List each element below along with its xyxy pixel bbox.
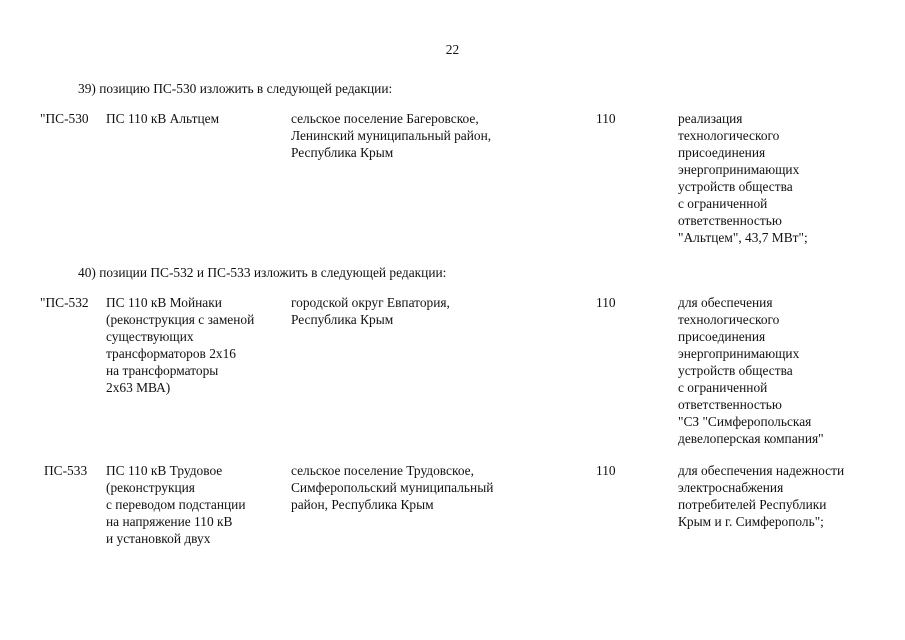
substation-name: ПС 110 кВ Трудовое (реконструкция с переводом подстанции на напряжение 110 кВ и установкой двух [106,463,246,546]
page-number: 22 [445,42,460,57]
substation-purpose: реализация технологического присоединения энергопринимающих устройств общества с ограниченной ответственностью "Альтцем", 43,7 МВт"; [678,111,808,245]
substation-voltage: 110 [596,463,616,478]
substation-location: сельское поселение Трудовское, Симферопольский муниципальный район, Республика Крым [291,463,494,512]
instruction-40: 40) позиции ПС-532 и ПС-533 изложить в следующей редакции: [78,265,447,280]
substation-code: ПС-533 [44,463,88,478]
substation-location: городской округ Евпатория, Республика Крым [291,295,450,327]
substation-name: ПС 110 кВ Альтцем [106,111,220,126]
instruction-39: 39) позицию ПС-530 изложить в следующей редакции: [78,81,393,96]
substation-purpose: для обеспечения технологического присоединения энергопринимающих устройств общества с ограниченной ответственностью "СЗ "Симферопольская девелоперская компания" [678,295,824,446]
substation-name: ПС 110 кВ Мойнаки (реконструкция с заменой существующих трансформаторов 2x16 на трансформаторы 2x63 МВА) [106,295,255,395]
substation-location: сельское поселение Багеровское, Ленинский муниципальный район, Республика Крым [291,111,492,160]
substation-purpose: для обеспечения надежности электроснабжения потребителей Республики Крым и г. Симферополь"; [678,463,845,529]
substation-voltage: 110 [596,295,616,310]
substation-code: "ПС-530 [40,111,89,126]
substation-code: "ПС-532 [40,295,89,310]
substation-voltage: 110 [596,111,616,126]
